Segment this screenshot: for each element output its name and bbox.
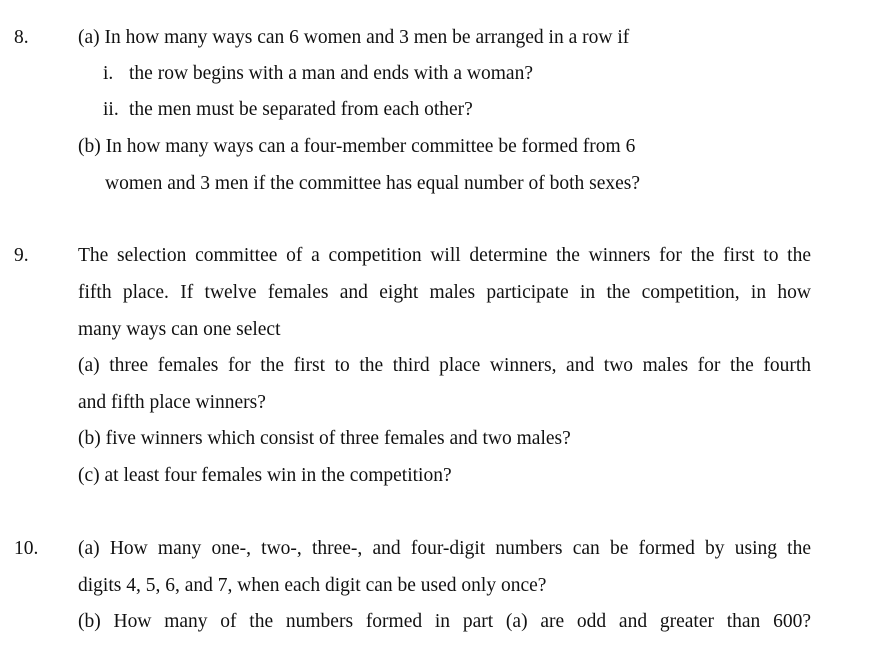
question-8-part-b-line-2: women and 3 men if the committee has equal number of both sexes? bbox=[105, 173, 641, 194]
question-10-part-a-line-2: digits 4, 5, 6, and 7, when each digit can be used only once? bbox=[78, 575, 547, 596]
question-8-item-i-marker: i. bbox=[103, 63, 114, 84]
question-8-item-ii-text: the men must be separated from each other? bbox=[129, 99, 473, 120]
question-9-part-b: (b) five winners which consist of three females and two males? bbox=[78, 428, 571, 449]
question-9-line-3: many ways can one select bbox=[78, 319, 281, 340]
question-8-number: 8. bbox=[14, 27, 29, 48]
question-10-part-a-line-1: (a) How many one-, two-, three-, and four-digit numbers can be formed by using the bbox=[78, 538, 811, 559]
question-8-part-b-line-1: (b) In how many ways can a four-member committee be formed from 6 bbox=[78, 136, 636, 157]
question-8-part-a: (a) In how many ways can 6 women and 3 men be arranged in a row if bbox=[78, 27, 630, 48]
question-9-part-c: (c) at least four females win in the competition? bbox=[78, 465, 452, 486]
question-8-item-i bbox=[103, 62, 533, 86]
question-8-item-ii-marker: ii. bbox=[103, 99, 119, 120]
question-10-part-b: (b) How many of the numbers formed in part (a) are odd and greater than 600? bbox=[78, 611, 811, 632]
question-8-item-i-text: the row begins with a man and ends with a woman? bbox=[129, 63, 533, 84]
question-10-number: 10. bbox=[14, 538, 39, 559]
question-9-number: 9. bbox=[14, 245, 29, 266]
question-9-part-a-line-2: and fifth place winners? bbox=[78, 392, 266, 413]
question-8-item-ii bbox=[103, 98, 473, 122]
question-9-part-a-line-1: (a) three females for the first to the third place winners, and two males for the fourth bbox=[78, 355, 811, 376]
question-9-line-2: fifth place. If twelve females and eight males participate in the competition, in how bbox=[78, 282, 811, 303]
question-9-line-1: The selection committee of a competition will determine the winners for the first to the bbox=[78, 245, 811, 266]
